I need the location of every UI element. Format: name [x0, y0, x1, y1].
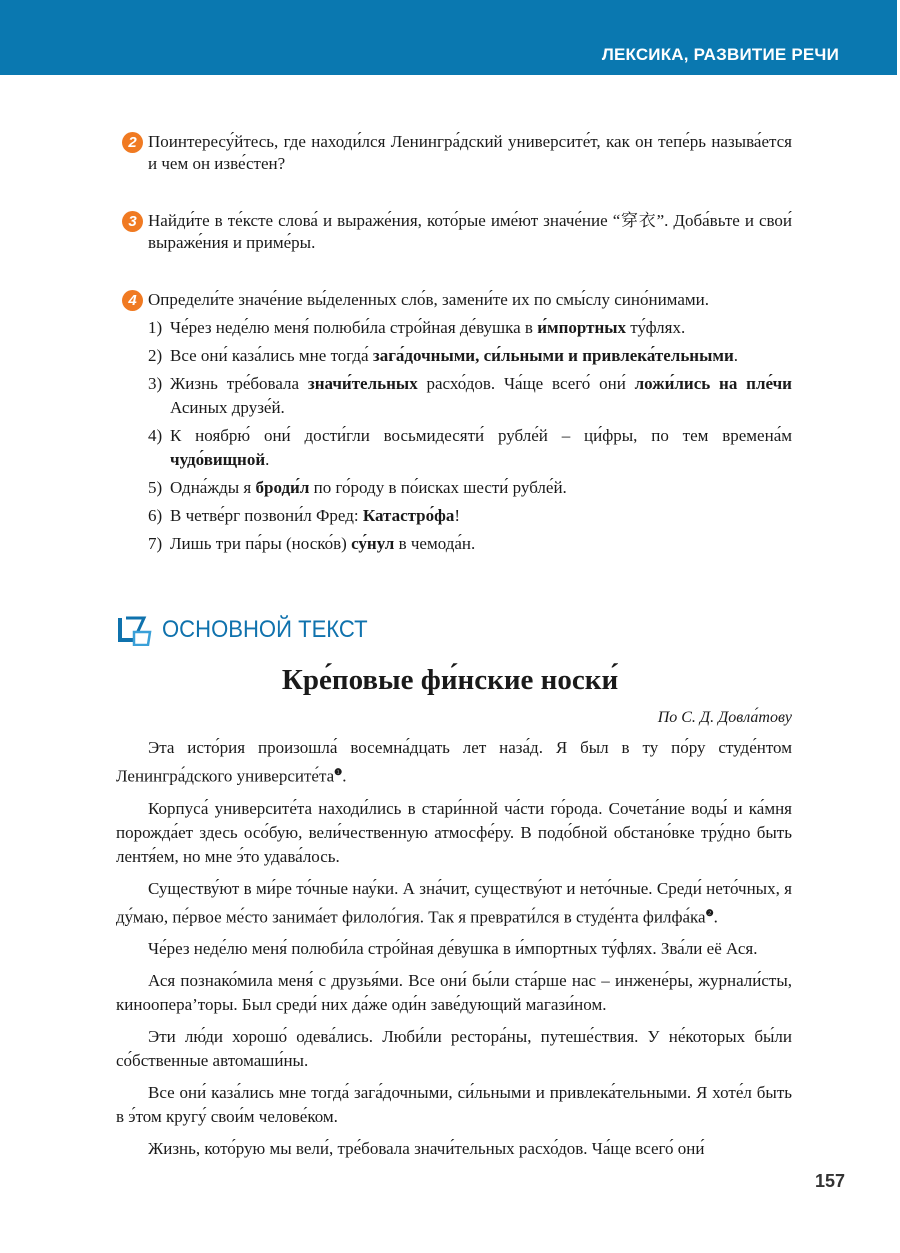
- highlighted-phrase: чудо́вищной: [170, 450, 266, 469]
- exercise-text: Определи́те значе́ние вы́деленных сло́в, замени́те их по смы́слу сино́нимами.: [148, 290, 709, 309]
- paragraph: [116, 877, 792, 930]
- item-number: 1): [148, 318, 163, 337]
- paragraph: [116, 937, 792, 961]
- paragraph-end: .: [713, 907, 718, 927]
- paragraph-text: Ася познако́мила меня́ с друзья́ми. Все они́ бы́ли ста́рше нас – инжене́ры, журнали́сты, кинооперa’торы. Был среди́ них да́же оди́н заве́дующий магази́ном.: [116, 971, 792, 1015]
- exercise-number-badge: 2: [122, 132, 143, 153]
- footnote-marker[interactable]: ❷: [705, 907, 714, 918]
- exercise-3: [128, 210, 792, 254]
- item-text: Одна́жды я: [170, 478, 256, 497]
- exercise-4: [128, 289, 792, 311]
- list-item: [148, 532, 792, 556]
- footnote-marker[interactable]: ❶: [334, 767, 343, 777]
- section-heading: [116, 614, 386, 646]
- item-text: К ноябрю́ они́ дости́гли восьмидесяти́ рубле́й – ци́фры, по тем времена́м: [170, 426, 792, 445]
- paragraph-text: Существу́ют в ми́ре то́чные нау́ки. А зна́чит, существу́ют и нето́чные. Среди́ нето́чных, я ду́маю, пе́рвое ме́сто занима́ет филоло́гия. Так я преврати́лся в студе́нта филфа́ка: [116, 878, 792, 927]
- exercise-text: Поинтересу́йтесь, где находи́лся Ленингра́дский университе́т, как он тепе́рь называ́ется и чем он изве́стен?: [148, 132, 792, 173]
- text-title: Кре́повые фи́нские носки́: [281, 664, 619, 696]
- paragraph-text: Все они́ каза́лись мне тогда́ зага́дочными, си́льными и привлека́тельными. Я хоте́л быть в э́том кругу́ свои́м челове́ком.: [116, 1083, 792, 1127]
- chapter-header-band: [0, 0, 897, 75]
- paragraph-text: Жизнь, кото́рую мы вели́, тре́бовала значи́тельных расхо́дов. Ча́ще всего́ они́: [148, 1139, 705, 1159]
- highlighted-phrase: зага́дочными, си́льными и привлека́тельными: [372, 346, 734, 365]
- text-author: По С. Д. Довла́тову: [657, 709, 792, 726]
- item-number: 2): [148, 346, 163, 365]
- highlighted-phrase: Катастро́фа: [362, 506, 455, 525]
- book-pages-icon: [116, 614, 152, 646]
- item-text: в чемода́н.: [394, 534, 476, 553]
- item-text: Асиных друзе́й.: [170, 398, 285, 417]
- paragraph-text: Эти лю́ди хорошо́ одева́лись. Люби́ли рестора́ны, путеше́ствия. У не́которых бы́ли со́бственные автомаши́ны.: [116, 1027, 792, 1071]
- paragraph: [116, 797, 792, 869]
- list-item: [148, 316, 792, 340]
- exercise-4-items: [148, 316, 792, 560]
- list-item: [148, 476, 792, 500]
- main-text: [116, 736, 792, 1169]
- item-number: 4): [148, 426, 163, 445]
- item-text: ту́флях.: [626, 318, 686, 337]
- list-item: [148, 372, 792, 420]
- item-text: !: [454, 506, 461, 525]
- item-number: 3): [148, 374, 163, 393]
- item-text: .: [265, 450, 270, 469]
- page-number: 157: [815, 1171, 846, 1191]
- item-text: Все они́ каза́лись мне тогда́: [170, 346, 373, 365]
- exercise-2: [128, 131, 792, 175]
- paragraph-text: Эта исто́рия произошла́ восемна́дцать лет наза́д. Я был в ту по́ру студе́нтом Ленингра́дского университе́та: [116, 738, 792, 786]
- exercise-number-badge: 4: [122, 290, 143, 311]
- item-text: по го́роду в по́исках шести́ рубле́й.: [309, 478, 567, 497]
- highlighted-phrase: значи́тельных: [307, 374, 418, 393]
- paragraph: [116, 736, 792, 789]
- list-item: [148, 504, 792, 528]
- item-text: В четве́рг позвони́л Фред:: [170, 506, 363, 525]
- paragraph: [116, 1081, 792, 1129]
- exercise-text: Найди́те в те́ксте слова́ и выраже́ния, кото́рые име́ют значе́ние “穿衣”. Доба́вьте и свои́ выраже́ния и приме́ры.: [148, 211, 792, 252]
- highlighted-phrase: броди́л: [255, 478, 310, 497]
- item-text: .: [733, 346, 739, 365]
- item-text: Лишь три па́ры (носко́в): [170, 534, 352, 553]
- paragraph-text: Че́рез неде́лю меня́ полюби́ла стро́йная де́вушка в и́мпортных ту́флях. Зва́ли её Ася.: [148, 939, 758, 959]
- paragraph: [116, 1137, 792, 1161]
- section-title: ОСНОВНОЙ ТЕКСТ: [162, 616, 368, 643]
- item-text: Жизнь тре́бовала: [170, 374, 308, 393]
- highlighted-phrase: су́нул: [351, 534, 395, 553]
- chapter-section-title: ЛЕКСИКА, РАЗВИТИЕ РЕЧИ: [601, 45, 839, 64]
- item-number: 5): [148, 478, 163, 497]
- item-number: 7): [148, 534, 163, 553]
- item-text: Че́рез неде́лю меня́ полюби́ла стро́йная де́вушка в: [170, 318, 538, 337]
- list-item: [148, 344, 792, 368]
- item-number: 6): [148, 506, 163, 525]
- exercise-number-badge: 3: [122, 211, 143, 232]
- item-text: расхо́дов. Ча́ще всего́ они́: [417, 374, 635, 393]
- list-item: [148, 424, 792, 472]
- paragraph-text: Корпуса́ университе́та находи́лись в стари́нной ча́сти го́рода. Сочета́ние воды́ и ка́мня порожда́ет здесь осо́бую, вели́чественную атмосфе́ру. В подо́бной обстано́вке тру́дно быть лентя́ем, но мне э́то удава́лось.: [116, 798, 792, 866]
- paragraph-end: .: [342, 766, 347, 786]
- paragraph: [116, 969, 792, 1017]
- highlighted-phrase: и́мпортных: [537, 318, 627, 337]
- highlighted-phrase: ложи́лись на пле́чи: [634, 374, 792, 393]
- paragraph: [116, 1025, 792, 1073]
